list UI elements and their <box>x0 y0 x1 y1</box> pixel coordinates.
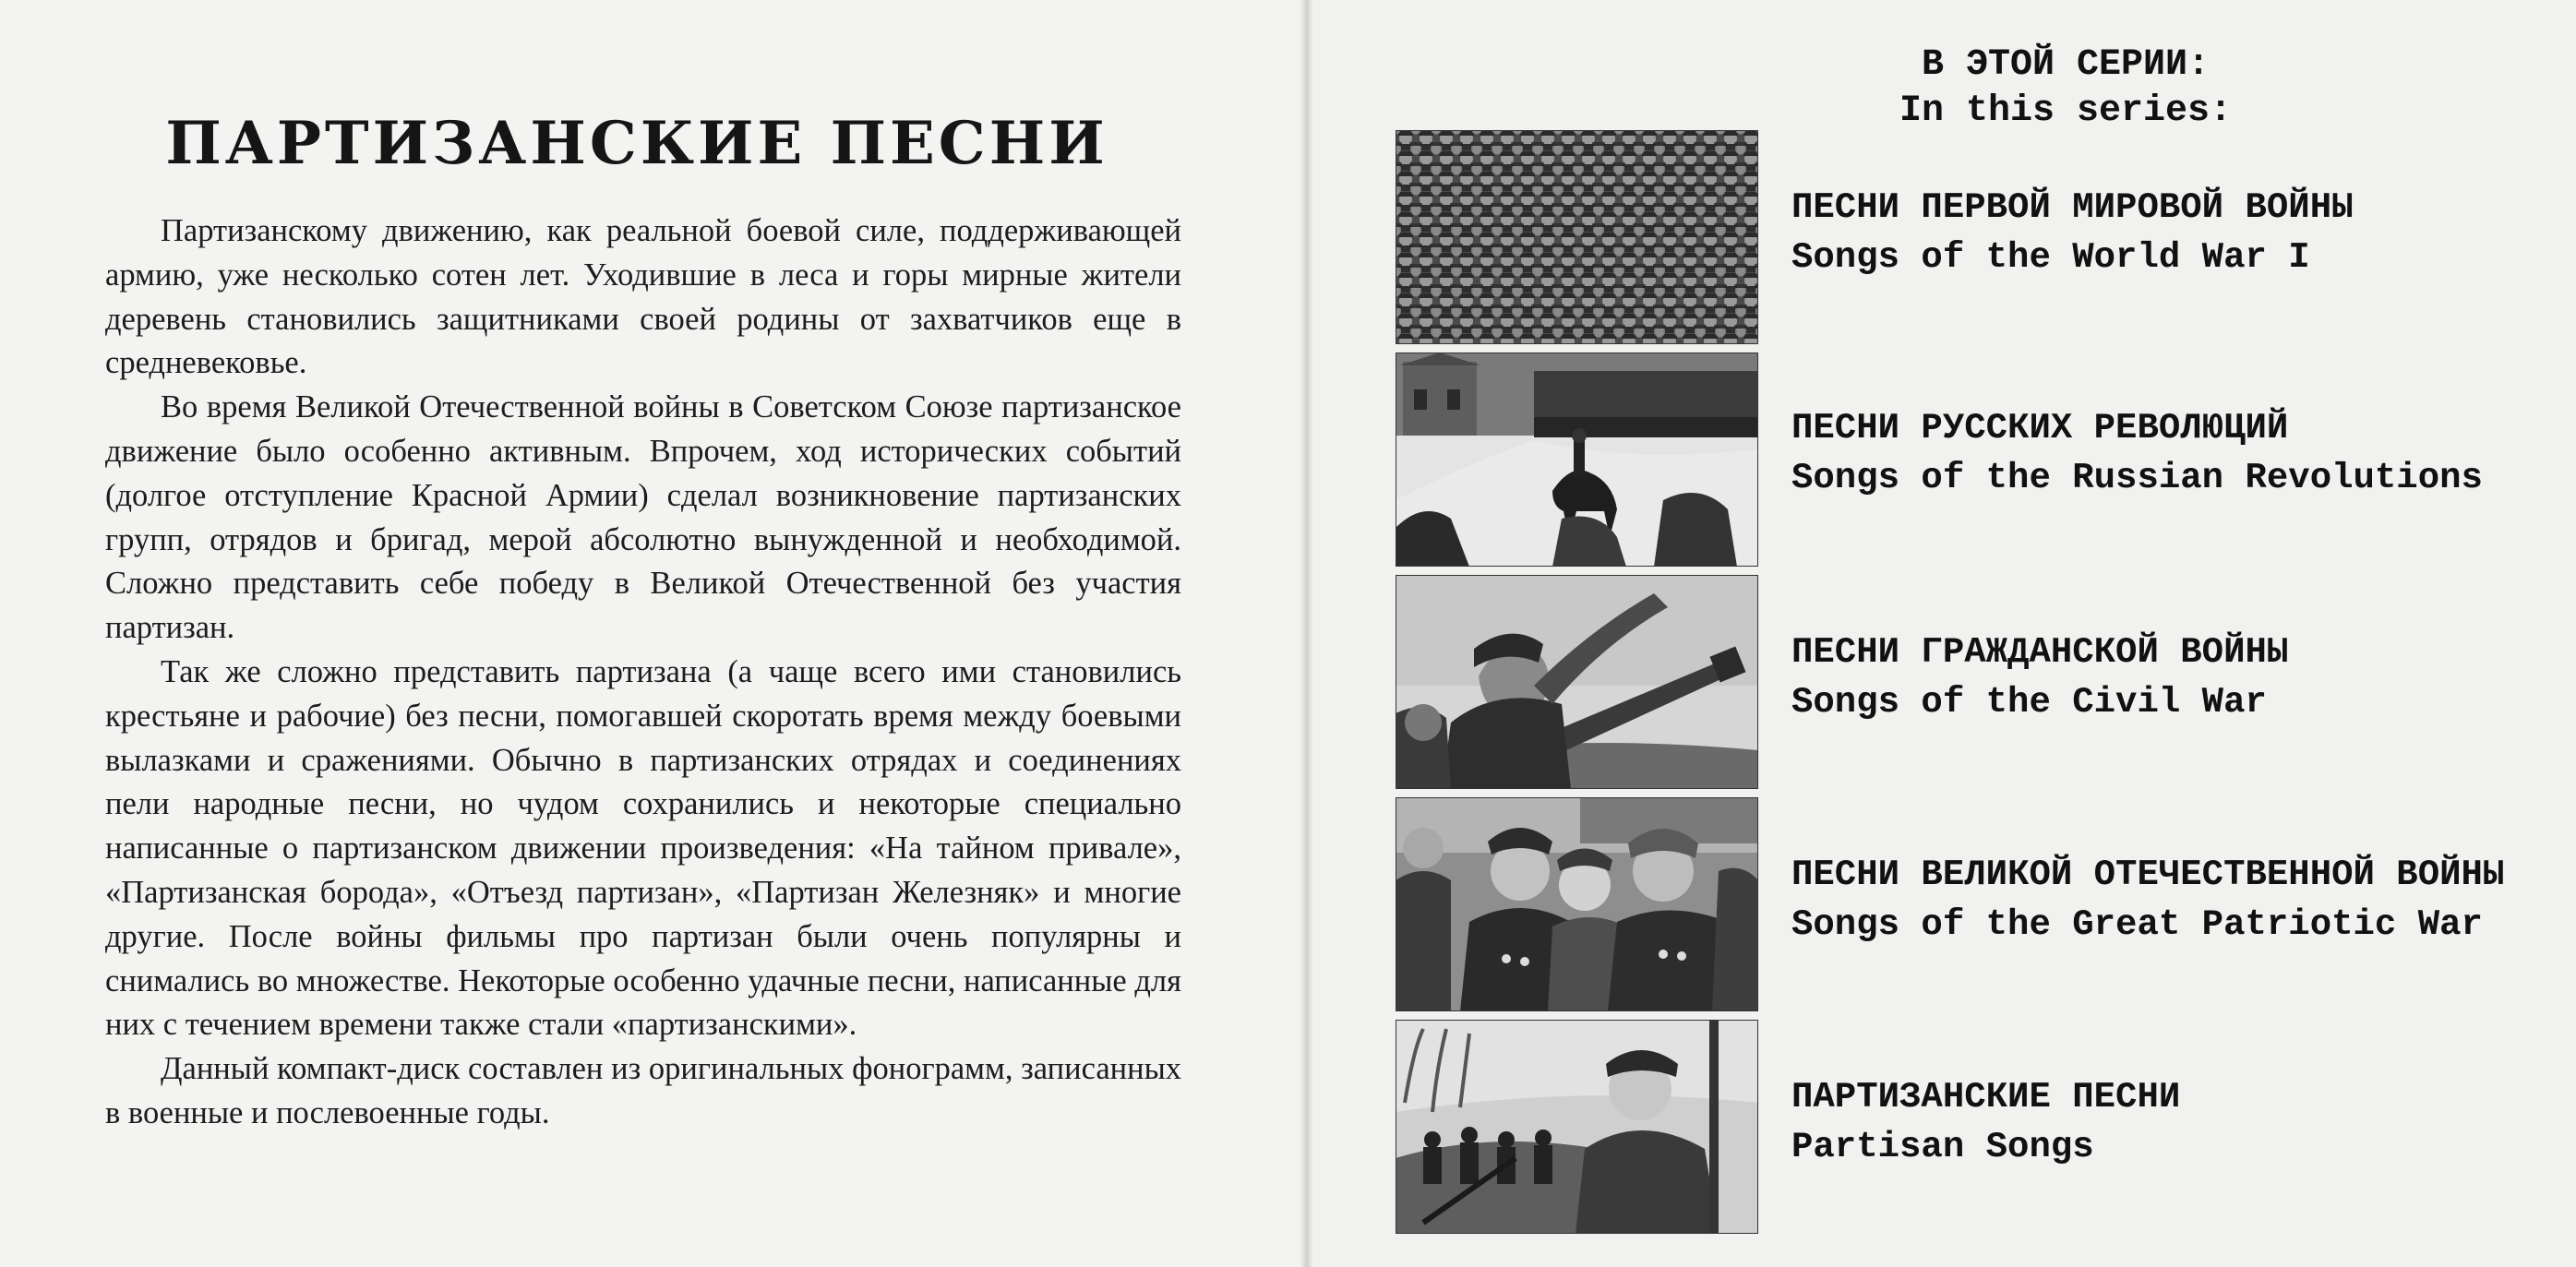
cavalry-in-snow-photo <box>1396 353 1758 567</box>
series-item <box>1396 797 2568 1011</box>
soldier-with-gun-photo <box>1396 575 1758 789</box>
series-title-ru: ПЕСНИ ГРАЖДАНСКОЙ ВОЙНЫ <box>1791 632 2289 673</box>
page-fold <box>1300 0 1312 1267</box>
page-title: ПАРТИЗАНСКИЕ ПЕСНИ <box>165 109 1108 178</box>
series-title-ru: ПЕСНИ ПЕРВОЙ МИРОВОЙ ВОЙНЫ <box>1791 187 2354 228</box>
series-list <box>1396 130 2568 1237</box>
series-item-text <box>1791 850 2558 950</box>
series-title-en: Songs of the Russian Revolutions <box>1791 458 2483 498</box>
series-heading-ru: В ЭТОЙ СЕРИИ: <box>1921 44 2211 86</box>
series-title-en: Songs of the Civil War <box>1791 682 2267 723</box>
paragraph: Данный компакт-диск составлен из оригинальных фонограмм, записанных в военные и послевоенные годы. <box>105 1051 1181 1130</box>
series-item <box>1396 575 2568 789</box>
series-title-en: Partisan Songs <box>1791 1127 2094 1167</box>
series-item <box>1396 1020 2568 1234</box>
series-title-ru: ПАРТИЗАНСКИЕ ПЕСНИ <box>1791 1077 2181 1118</box>
article-text <box>105 209 1181 1136</box>
soldier-gun-photo-graphic <box>1396 575 1758 789</box>
crowd-of-soldiers-photo <box>1396 130 1758 344</box>
partisans-photo-graphic <box>1396 1020 1758 1234</box>
series-heading <box>1715 42 2416 135</box>
series-item-text <box>1791 183 2558 282</box>
series-heading-en: In this series: <box>1899 90 2233 132</box>
cavalry-photo-graphic <box>1396 353 1758 567</box>
series-item-text <box>1791 628 2558 727</box>
paragraph: Во время Великой Отечественной войны в Советском Союзе партизанское движение было особенно активным. Впрочем, ход исторических событий (долгое отступление Красной Армии) сделал возникновение партизанских групп, отрядов и бригад, мерой абсолютно вынужденной и необходимой. Сложно представить себе победу в Великой Отечественной без участия партизан. <box>105 389 1181 646</box>
series-item-text <box>1791 1072 2558 1172</box>
series-item <box>1396 353 2568 567</box>
partisans-photo <box>1396 1020 1758 1234</box>
paragraph: Так же сложно представить партизана (а чаще всего ими становились крестьяне и рабочие) без песни, помогавшей скоротать время между боевыми вылазками и сражениями. Обычно в партизанских отрядах и соединениях пели народные песни, но чудом сохранились и некоторые специально написанные о партизанском движении произведения: «На тайном привале», «Партизанская борода», «Отъезд партизан», «Партизан Железняк» и многие другие. После войны фильмы про партизан были очень популярны и снимались во множестве. Некоторые особенно удачные песни, написанные для них с течением времени также стали «партизанскими». <box>105 653 1181 1043</box>
series-title-ru: ПЕСНИ ВЕЛИКОЙ ОТЕЧЕСТВЕННОЙ ВОЙНЫ <box>1791 855 2505 895</box>
series-item <box>1396 130 2568 344</box>
series-title-en: Songs of the World War I <box>1791 237 2310 278</box>
smiling-soldiers-photo-graphic <box>1396 797 1758 1011</box>
series-item-text <box>1791 403 2558 503</box>
series-title-ru: ПЕСНИ РУССКИХ РЕВОЛЮЦИЙ <box>1791 408 2289 448</box>
crowd-photo-graphic <box>1396 130 1758 344</box>
smiling-soldiers-photo <box>1396 797 1758 1011</box>
paragraph: Партизанскому движению, как реальной боевой силе, поддерживающей армию, уже несколько сотен лет. Уходившие в леса и горы мирные жители деревень становились защитниками своей родины от захватчиков еще в средневековье. <box>105 213 1181 381</box>
series-title-en: Songs of the Great Patriotic War <box>1791 904 2483 945</box>
